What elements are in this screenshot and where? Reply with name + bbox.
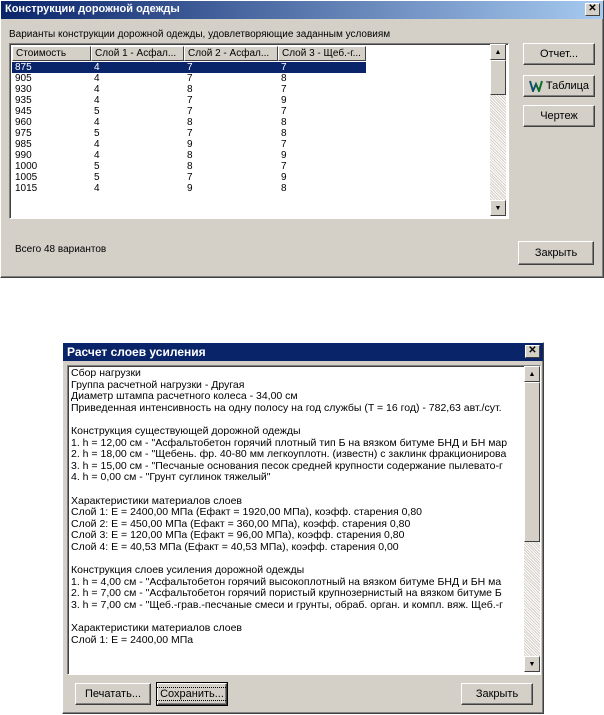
scroll-down-icon[interactable]: ▼ xyxy=(490,200,506,216)
list-cell: 4 xyxy=(94,150,100,161)
variants-subtitle: Варианты конструкции дорожной одежды, удовлетворяющие заданным условиям xyxy=(9,29,391,40)
list-item[interactable] xyxy=(12,84,492,95)
report-line: 2. h = 18,00 см - "Щебень. фр. 40-80 мм легкоуплотн. (известн) с заклинк фракционирова xyxy=(71,449,507,461)
list-item[interactable] xyxy=(12,161,492,172)
list-cell: 930 xyxy=(15,84,32,95)
report-line: 1. h = 12,00 см - "Асфальтобетон горячий плотный тип Б на вязком битуме БНД и БН мар xyxy=(71,437,508,449)
report-text xyxy=(71,368,523,646)
list-cell: 875 xyxy=(12,62,91,73)
list-cell: 960 xyxy=(15,117,32,128)
list-cell: 7 xyxy=(278,62,366,73)
variants-window xyxy=(0,0,604,278)
report-line: Слой 3: E = 120,00 МПа (Eфакт = 96,00 МПа), коэфф. старения 0,80 xyxy=(71,530,405,542)
list-cell: 4 xyxy=(94,139,100,150)
list-cell: 4 xyxy=(94,73,100,84)
report-line xyxy=(71,414,523,426)
variants-total: Всего 48 вариантов xyxy=(15,244,107,255)
list-cell: 9 xyxy=(281,95,287,106)
list-cell: 5 xyxy=(94,106,100,117)
close-variants-button-label: Закрыть xyxy=(534,247,578,259)
variants-list-header xyxy=(12,46,366,61)
list-cell: 4 xyxy=(94,95,100,106)
report-scroll-up-icon[interactable]: ▲ xyxy=(524,366,540,382)
list-item[interactable] xyxy=(12,172,492,183)
list-item[interactable] xyxy=(12,139,492,150)
print-button-label: Печатать... xyxy=(85,688,141,700)
scroll-thumb[interactable] xyxy=(490,60,506,95)
report-scrollbar[interactable] xyxy=(524,366,540,672)
report-line: Характеристики материалов слоев xyxy=(71,623,243,635)
report-line: 4. h = 0,00 см - "Грунт суглинок тяжелый" xyxy=(71,472,271,484)
report-line: Конструкция слоев усиления дорожной одежды xyxy=(71,565,305,577)
list-cell: 7 xyxy=(187,106,193,117)
list-cell: 8 xyxy=(187,161,193,172)
list-cell: 8 xyxy=(187,84,193,95)
list-item[interactable] xyxy=(12,117,492,128)
column-header-cost[interactable]: Стоимость xyxy=(12,46,91,61)
list-cell: 1000 xyxy=(15,161,38,172)
report-line: Конструкция существующей дорожной одежды xyxy=(71,425,301,437)
list-cell: 9 xyxy=(187,139,193,150)
list-cell: 945 xyxy=(15,106,32,117)
list-cell: 5 xyxy=(94,172,100,183)
list-item[interactable] xyxy=(12,73,492,84)
list-cell: 4 xyxy=(94,84,100,95)
report-text-area[interactable] xyxy=(67,365,541,675)
list-cell: 8 xyxy=(281,73,287,84)
list-cell: 8 xyxy=(187,150,193,161)
list-cell: 9 xyxy=(187,183,193,194)
list-cell: 7 xyxy=(184,62,278,73)
reinforcement-window xyxy=(62,342,544,714)
report-line xyxy=(71,484,523,496)
list-cell: 7 xyxy=(281,106,287,117)
report-line xyxy=(71,554,523,566)
column-header-layer-1[interactable]: Слой 1 - Асфал... xyxy=(91,46,184,61)
report-line: Слой 1: E = 2400,00 МПа xyxy=(71,634,194,646)
list-cell: 990 xyxy=(15,150,32,161)
close-report-button-label: Закрыть xyxy=(475,688,519,700)
list-cell: 7 xyxy=(281,139,287,150)
column-header-layer-2[interactable]: Слой 2 - Асфал... xyxy=(184,46,278,61)
report-line: Слой 4: E = 40,53 МПа (Eфакт = 40,53 МПа), коэфф. старения 0,00 xyxy=(71,541,399,553)
list-cell: 935 xyxy=(15,95,32,106)
report-line: Группа расчетной нагрузки - Другая xyxy=(71,379,245,391)
report-line xyxy=(71,611,523,623)
list-cell: 7 xyxy=(187,73,193,84)
drawing-button[interactable] xyxy=(523,105,595,127)
list-cell: 7 xyxy=(187,128,193,139)
list-item[interactable] xyxy=(12,150,492,161)
list-cell: 985 xyxy=(15,139,32,150)
report-line: Характеристики материалов слоев xyxy=(71,495,243,507)
variants-window-title: Конструкции дорожной одежды xyxy=(5,3,180,15)
list-cell: 1015 xyxy=(15,183,38,194)
reinforcement-window-title: Расчет слоев усиления xyxy=(67,345,206,359)
table-button[interactable] xyxy=(523,75,595,97)
report-line: Приведенная интенсивность на одну полосу на год службы (T = 16 год) - 782,63 авт./сут. xyxy=(71,402,502,414)
list-cell: 9 xyxy=(281,150,287,161)
list-cell: 7 xyxy=(187,172,193,183)
variants-window-titlebar[interactable] xyxy=(1,1,603,19)
list-cell: 905 xyxy=(15,73,32,84)
report-line: Диаметр штампа расчетного колеса - 34,00 см xyxy=(71,391,298,403)
table-icon xyxy=(529,80,543,92)
list-item[interactable] xyxy=(12,106,492,117)
list-item[interactable] xyxy=(12,128,492,139)
list-cell: 4 xyxy=(94,117,100,128)
close-variants-button[interactable] xyxy=(518,241,594,265)
drawing-button-label: Чертеж xyxy=(540,110,578,122)
variants-list-scrollbar[interactable] xyxy=(490,44,506,216)
list-item[interactable] xyxy=(12,183,492,194)
close-report-button[interactable] xyxy=(461,683,533,705)
list-cell: 4 xyxy=(94,183,100,194)
list-cell: 7 xyxy=(281,161,287,172)
report-scroll-thumb[interactable] xyxy=(524,382,540,542)
report-line: 3. h = 7,00 см - "Щеб.-грав.-песчаные смеси и грунты, обраб. орган. и компл. вяж. Щеб.-г xyxy=(71,599,503,611)
reinforcement-window-close-icon[interactable]: ✕ xyxy=(525,345,540,358)
scroll-up-icon[interactable]: ▲ xyxy=(490,44,506,60)
save-button-label: Сохранить... xyxy=(156,687,228,701)
list-cell: 5 xyxy=(94,128,100,139)
report-line: Слой 2: E = 450,00 МПа (Eфакт = 360,00 МПа), коэфф. старения 0,80 xyxy=(71,518,411,530)
save-button[interactable] xyxy=(157,683,227,705)
list-cell: 975 xyxy=(15,128,32,139)
print-button[interactable] xyxy=(75,683,151,705)
report-scroll-down-icon[interactable]: ▼ xyxy=(524,656,540,672)
list-cell: 9 xyxy=(281,172,287,183)
column-header-layer-3[interactable]: Слой 3 - Щеб.-г... xyxy=(278,46,366,61)
list-cell: 4 xyxy=(91,62,184,73)
list-cell: 1005 xyxy=(15,172,38,183)
list-cell: 8 xyxy=(281,128,287,139)
report-line: 3. h = 15,00 см - "Песчаные основания песок средней крупности содержание пылевато-г xyxy=(71,460,503,472)
list-item[interactable] xyxy=(12,95,492,106)
report-line: Сбор нагрузки xyxy=(71,368,141,379)
variants-rows xyxy=(12,62,492,194)
list-cell: 8 xyxy=(281,117,287,128)
report-line: 2. h = 7,00 см - "Асфальтобетон горячий пористый крупнозернистый на вязком битуме Б xyxy=(71,588,502,600)
report-button-label: Отчет... xyxy=(539,48,579,60)
list-cell: 8 xyxy=(187,117,193,128)
list-cell: 8 xyxy=(281,183,287,194)
report-button[interactable] xyxy=(523,43,595,65)
table-button-label: Таблица xyxy=(545,80,590,92)
variants-list[interactable] xyxy=(9,43,509,219)
reinforcement-window-titlebar[interactable] xyxy=(63,343,543,361)
report-line: Слой 1: E = 2400,00 МПа (Eфакт = 1920,00 МПа), коэфф. старения 0,80 xyxy=(71,507,423,519)
list-cell: 7 xyxy=(187,95,193,106)
list-cell: 7 xyxy=(281,84,287,95)
list-cell: 5 xyxy=(94,161,100,172)
variants-window-close-icon[interactable]: ✕ xyxy=(585,3,600,16)
list-item[interactable] xyxy=(12,62,492,73)
report-line: 1. h = 4,00 см - "Асфальтобетон горячий высокоплотный на вязком битуме БНД и БН ма xyxy=(71,576,502,588)
